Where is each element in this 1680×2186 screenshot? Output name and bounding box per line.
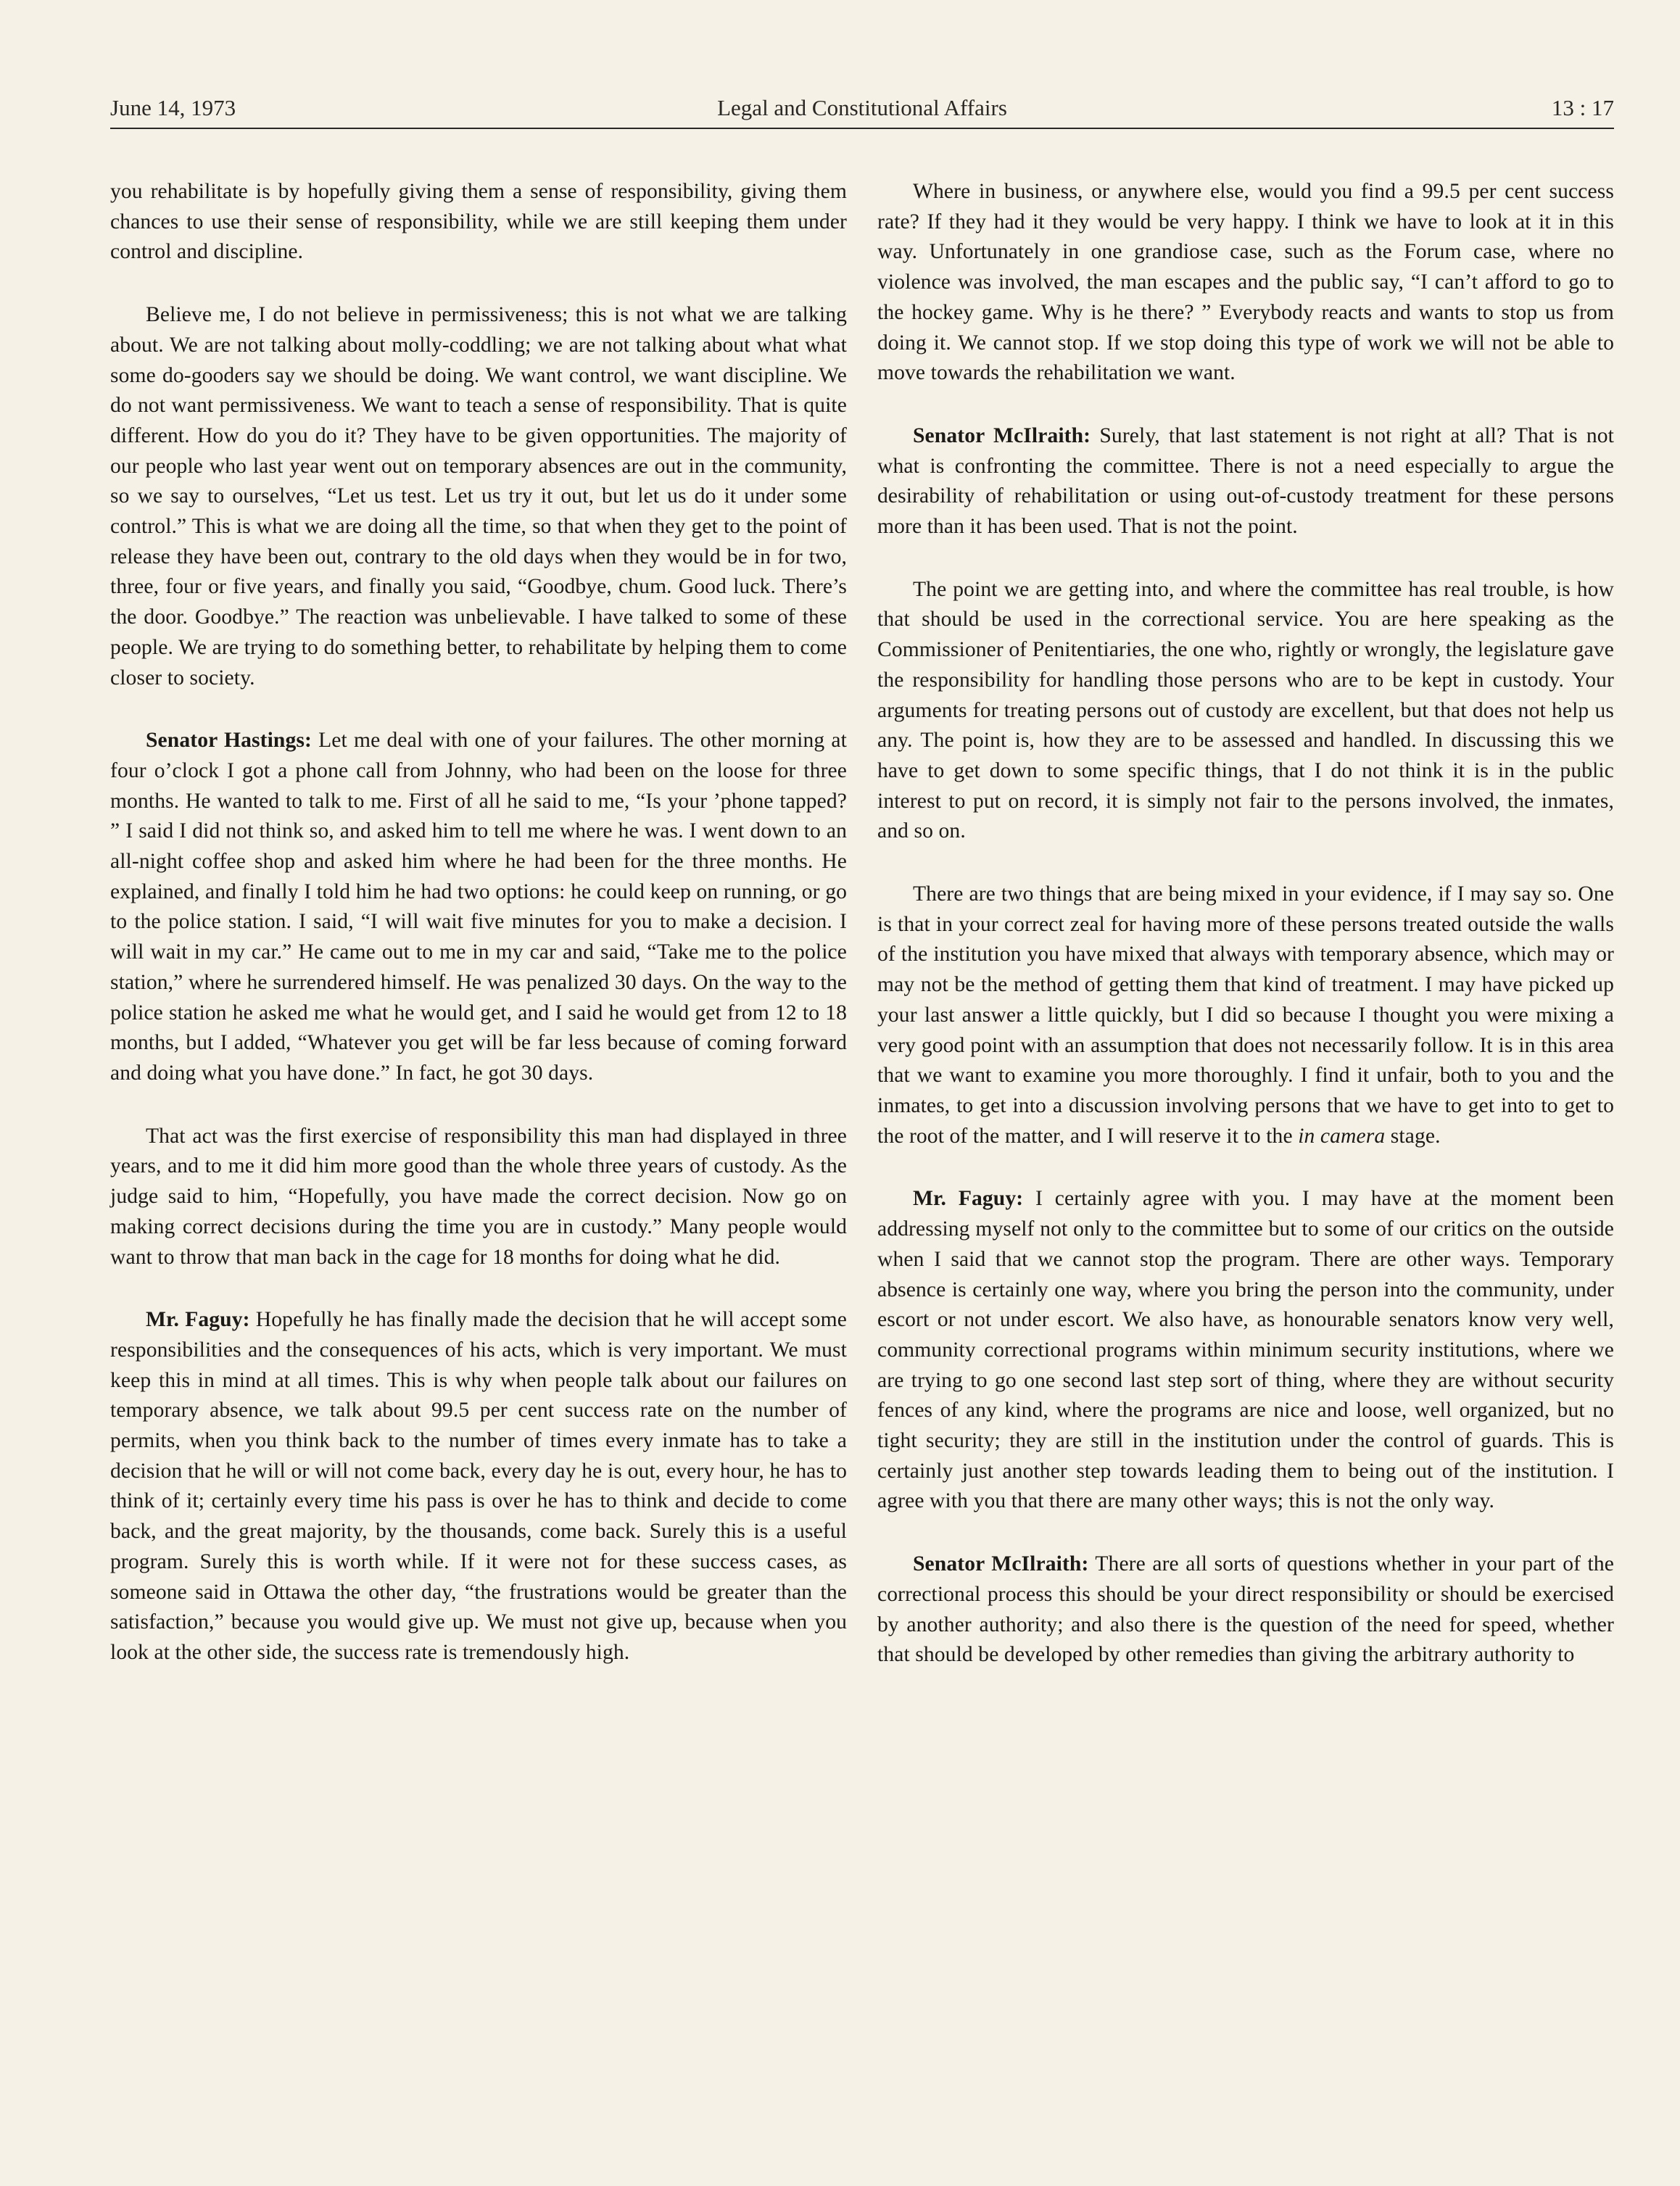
speaker-name: Senator McIlraith: <box>913 423 1091 447</box>
speaker-name: Senator McIlraith: <box>913 1552 1089 1576</box>
paragraph <box>877 1184 1614 1517</box>
speech-text: Surely, that last statement is not right at all? That is not what is confronting the committee. There is not a need especially to argue the desirability of rehabilitation or using out-of-custody treatment for these persons more than it has been used. That is not the point. <box>877 423 1614 539</box>
paragraph <box>110 726 847 1088</box>
paragraph: Believe me, I do not believe in permissiveness; this is not what we are talking about. We are not talking about molly-coddling; we are not talking about what what some do-gooders say we should be doing. We want control, we want discipline. We do not want permissiveness. We want to teach a sense of responsibility. That is quite different. How do you do it? They have to be given opportunities. The majority of our people who last year went out on temporary absences are out in the community, so we say to ourselves, “Let us test. Let us try it out, but let us do it under some control.” This is what we are doing all the time, so that when they get to the point of release they have been out, contrary to the old days when they would be in for two, three, four or five years, and finally you said, “Goodbye, chum. Good luck. There’s the door. Goodbye.” The reaction was unbelievable. I have talked to some of these people. We are trying to do something better, to rehabilitate by helping them to come closer to society. <box>110 303 847 690</box>
speech-text: stage. <box>1385 1124 1441 1148</box>
paragraph: you rehabilitate is by hopefully giving them a sense of responsibility, giving them chances to use their sense of responsibility, while we are still keeping them under control and discipline. <box>110 180 847 264</box>
speaker-name: Mr. Faguy: <box>146 1308 250 1332</box>
left-column <box>110 177 847 1701</box>
header-page-number: 13 : 17 <box>1551 95 1614 120</box>
header-title: Legal and Constitutional Affairs <box>717 95 1007 120</box>
speech-text: There are all sorts of questions whether in your part of the correctional process this should be your direct responsibility or should be exercised by another authority; and also there is the question of the need for speed, whether that should be developed by other remedies than giving the arbitrary authority to <box>877 1552 1614 1667</box>
paragraph <box>877 1549 1614 1670</box>
speaker-name: Senator Hastings: <box>146 729 312 753</box>
paragraph <box>877 421 1614 542</box>
paragraph: The point we are getting into, and where the committee has real trouble, is how that should be used in the correctional service. You are here speaking as the Commissioner of Penitentiaries, the one who, rightly or wrongly, the legislature gave the responsibility for handling those persons who are to be kept in custody. Your arguments for treating persons out of custody are excellent, but that does not help us any. The point is, how they are to be assessed and handled. In discussing this we have to get down to some specific things, that I do not think it is in the public interest to put on record, it is simply not fair to the persons involved, the inmates, and so on. <box>877 577 1614 843</box>
right-column <box>877 177 1614 1703</box>
speech-text: There are two things that are being mixed in your evidence, if I may say so. One is that in your correct zeal for having more of these persons treated outside the walls of the institution you have mixed that always with temporary absence, which may or may not be the method of getting them that kind of treatment. I may have picked up your last answer a little quickly, but I did so because I thought you were mixing a very good point with an assumption that does not necessarily follow. It is in this area that we want to examine you more thoroughly. I find it unfair, both to you and the inmates, to get into a discussion involving persons that we have to get into to get to the root of the matter, and I will reserve it to the <box>877 882 1614 1148</box>
header-rule <box>110 128 1614 129</box>
speaker-name: Mr. Faguy: <box>913 1187 1024 1211</box>
speech-text: I certainly agree with you. I may have at the moment been addressing myself not only to the committee but to some of our critics on the outside when I said that we cannot stop the program. There are other ways. Temporary absence is certainly one way, where you bring the person into the community, under escort or not under escort. We also have, as honourable senators know very well, community correctional programs within minimum security institutions, where we are trying to go one second last step sort of thing, where they are without security fences of any kind, where the programs are nice and loose, well organized, but no tight security; they are still in the institution under the control of guards. This is certainly just another step towards leading them to being out of the institution. I agree with you that there are many other ways; this is not the only way. <box>877 1187 1614 1513</box>
italic-term: in camera <box>1298 1124 1386 1148</box>
paragraph <box>110 1305 847 1668</box>
running-header <box>110 90 1614 126</box>
paragraph: That act was the first exercise of responsibility this man had displayed in three years, and to me it did him more good than the whole three years of custody. As the judge said to him, “Hopefully, you have made the correct decision. Now go on making correct decisions during the time you are in custody.” Many people would want to throw that man back in the cage for 18 months for doing what he did. <box>110 1124 847 1269</box>
paragraph: Where in business, or anywhere else, would you find a 99.5 per cent success rate? If they had it they would be very happy. I think we have to look at it in this way. Unfortunately in one grandiose case, such as the Forum case, where no violence was involved, the man escapes and the public say, “I can’t afford to go to the hockey game. Why is he there? ” Everybody reacts and wants to stop us from doing it. We cannot stop. If we stop doing this type of work we will not be able to move towards the rehabilitation we want. <box>877 180 1614 385</box>
speech-text: Hopefully he has finally made the decision that he will accept some responsibilities and the consequences of his acts, which is very important. We must keep this in mind at all times. This is why when people talk about our failures on temporary absence, we talk about 99.5 per cent success rate on the number of permits, when you think back to the number of times every inmate has to take a decision that he will or will not come back, every day he is out, every hour, he has to think of it; certainly every time his pass is over he has to think and decide to come back, and the great majority, by the thousands, come back. Surely this is a useful program. Surely this is worth while. If it were not for these success cases, as someone said in Ottawa the other day, “the frustrations would be greater than the satisfaction,” because you would give up. We must not give up, because when you look at the other side, the success rate is tremendously high. <box>110 1308 847 1664</box>
paragraph <box>877 879 1614 1151</box>
speech-text: Let me deal with one of your failures. The other morning at four o’clock I got a phone call from Johnny, who had been on the loose for three months. He wanted to talk to me. First of all he said to me, “Is your ’phone tapped? ” I said I did not think so, and asked him to tell me where he was. I went down to an all-night coffee shop and asked him where he had been for the three months. He explained, and finally I told him he had two options: he could keep on running, or go to the police station. I said, “I will wait five minutes for you to make a decision. I will wait in my car.” He came out to me in my car and said, “Take me to the police station,” where he surrendered himself. He was penalized 30 days. On the way to the police station he asked me what he would get, and I said he would get from 12 to 18 months, but I added, “Whatever you get will be far less because of coming forward and doing what you have done.” In fact, he got 30 days. <box>110 729 847 1085</box>
header-date: June 14, 1973 <box>110 95 236 120</box>
